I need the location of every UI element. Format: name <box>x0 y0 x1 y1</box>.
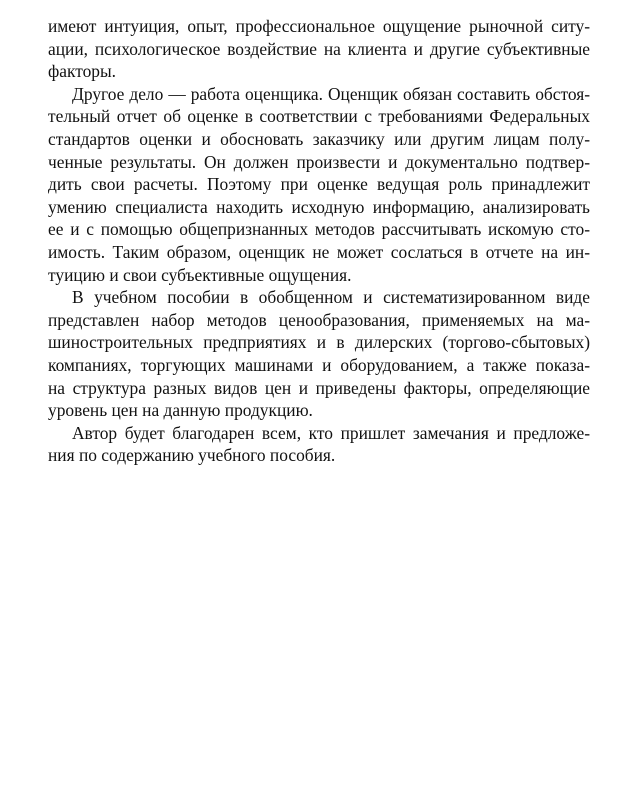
text-line: компаниях, торгующих машинами и оборудованием, а также показа- <box>48 354 590 375</box>
text-line: шиностроительных предприятиях и в дилерских (торгово-сбытовых) <box>48 332 590 353</box>
text-line: уровень цен на данную продукцию. <box>48 400 313 421</box>
text-line: ации, психологическое воздействие на клиента и другие субъективные <box>48 38 590 59</box>
paragraph-1 <box>48 15 590 83</box>
text-line: имость. Таким образом, оценщик не может сослаться в отчете на ин- <box>48 241 590 262</box>
text-line: дить свои расчеты. Поэтому при оценке ведущая роль принадлежит <box>48 174 590 195</box>
paragraph-2 <box>48 83 590 286</box>
text-line: ее и с помощью общепризнанных методов рассчитывать искомую сто- <box>48 219 590 240</box>
text-line: Другое дело — работа оценщика. Оценщик обязан составить обстоя- <box>72 83 590 104</box>
text-line: Автор будет благодарен всем, кто пришлет замечания и предложе- <box>72 422 590 443</box>
text-line: стандартов оценки и обосновать заказчику или другим лицам полу- <box>48 128 590 149</box>
text-line: туицию и свои субъективные ощущения. <box>48 264 352 285</box>
paragraph-4 <box>48 422 590 467</box>
text-line: на структура разных видов цен и приведены факторы, определяющие <box>48 377 590 398</box>
text-line: умению специалиста находить исходную информацию, анализировать <box>48 196 590 217</box>
text-line: представлен набор методов ценообразования, применяемых на ма- <box>48 309 590 330</box>
text-line: ния по содержанию учебного пособия. <box>48 445 336 466</box>
body-text <box>48 15 590 467</box>
text-line: имеют интуиция, опыт, профессиональное ощущение рыночной ситу- <box>48 16 590 36</box>
text-line: В учебном пособии в обобщенном и систематизированном виде <box>72 287 590 308</box>
text-line: факторы. <box>48 61 116 82</box>
text-line: ченные результаты. Он должен произвести и документально подтвер- <box>48 151 590 172</box>
text-line: тельный отчет об оценке в соответствии с требованиями Федеральных <box>48 106 590 127</box>
paragraph-3 <box>48 286 590 422</box>
